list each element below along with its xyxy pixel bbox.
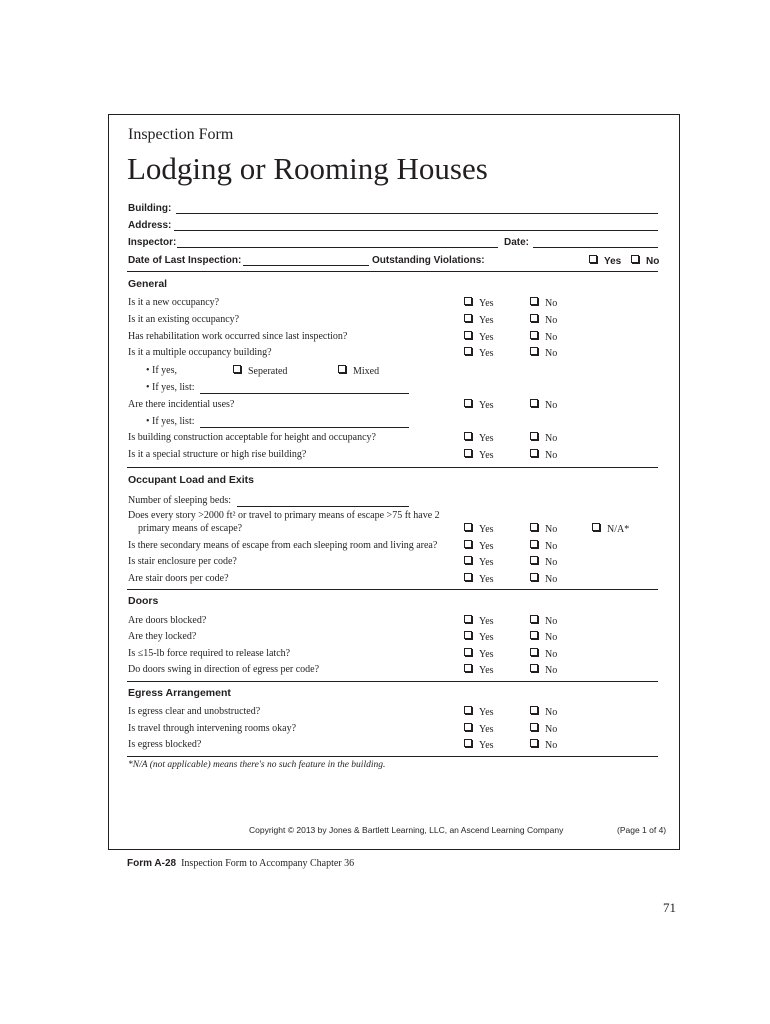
no-checkbox[interactable]: No: [530, 631, 557, 643]
date-label: Date:: [504, 237, 530, 248]
na-checkbox[interactable]: N/A*: [592, 523, 629, 535]
separated-checkbox[interactable]: Seperated: [233, 365, 287, 377]
incidental-uses-list-field[interactable]: [200, 427, 409, 428]
no-checkbox[interactable]: No: [530, 314, 557, 326]
yes-checkbox[interactable]: Yes: [464, 449, 494, 461]
form-title: Lodging or Rooming Houses: [127, 151, 488, 186]
yes-checkbox[interactable]: Yes: [464, 347, 494, 359]
yes-checkbox[interactable]: Yes: [464, 523, 494, 535]
section-divider: [127, 589, 658, 590]
question-rehabilitation: Has rehabilitation work occurred since last inspection?: [128, 331, 348, 342]
yes-checkbox[interactable]: Yes: [464, 540, 494, 552]
occupant-section-title: Occupant Load and Exits: [128, 474, 255, 486]
question-primary-escape: Does every story >2000 ft² or travel to primary means of escape >75 ft have 2: [128, 510, 440, 521]
question-intervening-rooms: Is travel through intervening rooms okay?: [128, 723, 297, 734]
if-yes-list-label: • If yes, list:: [146, 382, 195, 393]
na-footnote: *N/A (not applicable) means there's no such feature in the building.: [128, 760, 386, 770]
no-checkbox[interactable]: No: [530, 615, 557, 627]
section-divider: [127, 467, 658, 468]
inspector-label: Inspector:: [128, 237, 177, 248]
outstanding-no-checkbox[interactable]: No: [631, 255, 659, 269]
mixed-checkbox[interactable]: Mixed: [338, 365, 379, 377]
question-multiple-occupancy: Is it a multiple occupancy building?: [128, 347, 272, 358]
form-label: [127, 858, 354, 869]
no-checkbox[interactable]: No: [530, 739, 557, 751]
question-construction: Is building construction acceptable for height and occupancy?: [128, 432, 376, 443]
no-checkbox[interactable]: No: [530, 523, 557, 535]
question-doors-blocked: Are doors blocked?: [128, 615, 207, 626]
question-primary-escape-cont: primary means of escape?: [138, 523, 243, 534]
no-checkbox[interactable]: No: [530, 399, 557, 411]
sleeping-beds-field[interactable]: [237, 506, 409, 507]
form-caption: Inspection Form to Accompany Chapter 36: [181, 858, 355, 869]
last-inspection-label: Date of Last Inspection:: [128, 255, 242, 266]
yes-checkbox[interactable]: Yes: [464, 723, 494, 735]
section-divider: [127, 271, 658, 272]
last-inspection-field[interactable]: [243, 265, 369, 266]
question-doors-locked: Are they locked?: [128, 631, 197, 642]
page-indicator: (Page 1 of 4): [617, 825, 667, 835]
yes-checkbox[interactable]: Yes: [464, 615, 494, 627]
yes-checkbox[interactable]: Yes: [464, 573, 494, 585]
section-divider: [127, 756, 658, 757]
no-checkbox[interactable]: No: [530, 540, 557, 552]
question-stair-enclosure: Is stair enclosure per code?: [128, 556, 237, 567]
if-yes-list-label: • If yes, list:: [146, 416, 195, 427]
address-field[interactable]: [174, 230, 658, 231]
no-checkbox[interactable]: No: [530, 347, 557, 359]
yes-checkbox[interactable]: Yes: [464, 399, 494, 411]
no-checkbox[interactable]: No: [530, 449, 557, 461]
if-yes-label: • If yes,: [146, 365, 177, 376]
section-divider: [127, 681, 658, 682]
building-label: Building:: [128, 203, 172, 214]
copyright-notice: Copyright © 2013 by Jones & Bartlett Learning, LLC, an Ascend Learning Company: [249, 825, 564, 835]
yes-checkbox[interactable]: Yes: [464, 331, 494, 343]
question-door-swing: Do doors swing in direction of egress per code?: [128, 664, 320, 675]
outstanding-yes-checkbox[interactable]: Yes: [589, 255, 621, 269]
question-egress-clear: Is egress clear and unobstructed?: [128, 706, 261, 717]
no-checkbox[interactable]: No: [530, 556, 557, 568]
date-field[interactable]: [533, 247, 658, 248]
doors-section-title: Doors: [128, 595, 159, 607]
no-checkbox[interactable]: No: [530, 432, 557, 444]
no-checkbox[interactable]: No: [530, 573, 557, 585]
question-new-occupancy: Is it a new occupancy?: [128, 297, 220, 308]
no-checkbox[interactable]: No: [530, 706, 557, 718]
no-checkbox[interactable]: No: [530, 331, 557, 343]
question-incidental-uses: Are there incidential uses?: [128, 399, 235, 410]
no-checkbox[interactable]: No: [530, 664, 557, 676]
question-secondary-escape: Is there secondary means of escape from each sleeping room and living area?: [128, 540, 438, 551]
address-label: Address:: [128, 220, 172, 231]
form-subtitle: Inspection Form: [128, 126, 234, 143]
question-latch-force: Is ≤15-lb force required to release latch?: [128, 648, 291, 659]
form-id: Form A-28: [127, 858, 177, 869]
no-checkbox[interactable]: No: [530, 648, 557, 660]
yes-checkbox[interactable]: Yes: [464, 631, 494, 643]
yes-checkbox[interactable]: Yes: [464, 706, 494, 718]
question-existing-occupancy: Is it an existing occupancy?: [128, 314, 240, 325]
yes-checkbox[interactable]: Yes: [464, 432, 494, 444]
page-number: 71: [663, 900, 676, 915]
yes-checkbox[interactable]: Yes: [464, 739, 494, 751]
yes-checkbox[interactable]: Yes: [464, 648, 494, 660]
yes-checkbox[interactable]: Yes: [464, 297, 494, 309]
sleeping-beds-label: Number of sleeping beds:: [128, 495, 232, 506]
no-checkbox[interactable]: No: [530, 297, 557, 309]
question-stair-doors: Are stair doors per code?: [128, 573, 229, 584]
yes-checkbox[interactable]: Yes: [464, 664, 494, 676]
question-special-structure: Is it a special structure or high rise building?: [128, 449, 307, 460]
occupancy-list-field[interactable]: [200, 393, 409, 394]
building-field[interactable]: [176, 213, 658, 214]
egress-section-title: Egress Arrangement: [128, 687, 231, 699]
yes-checkbox[interactable]: Yes: [464, 314, 494, 326]
yes-checkbox[interactable]: Yes: [464, 556, 494, 568]
question-egress-blocked: Is egress blocked?: [128, 739, 202, 750]
outstanding-violations-label: Outstanding Violations:: [372, 255, 485, 266]
form-frame: [108, 114, 680, 850]
inspector-field[interactable]: [177, 247, 498, 248]
general-section-title: General: [128, 278, 168, 290]
no-checkbox[interactable]: No: [530, 723, 557, 735]
